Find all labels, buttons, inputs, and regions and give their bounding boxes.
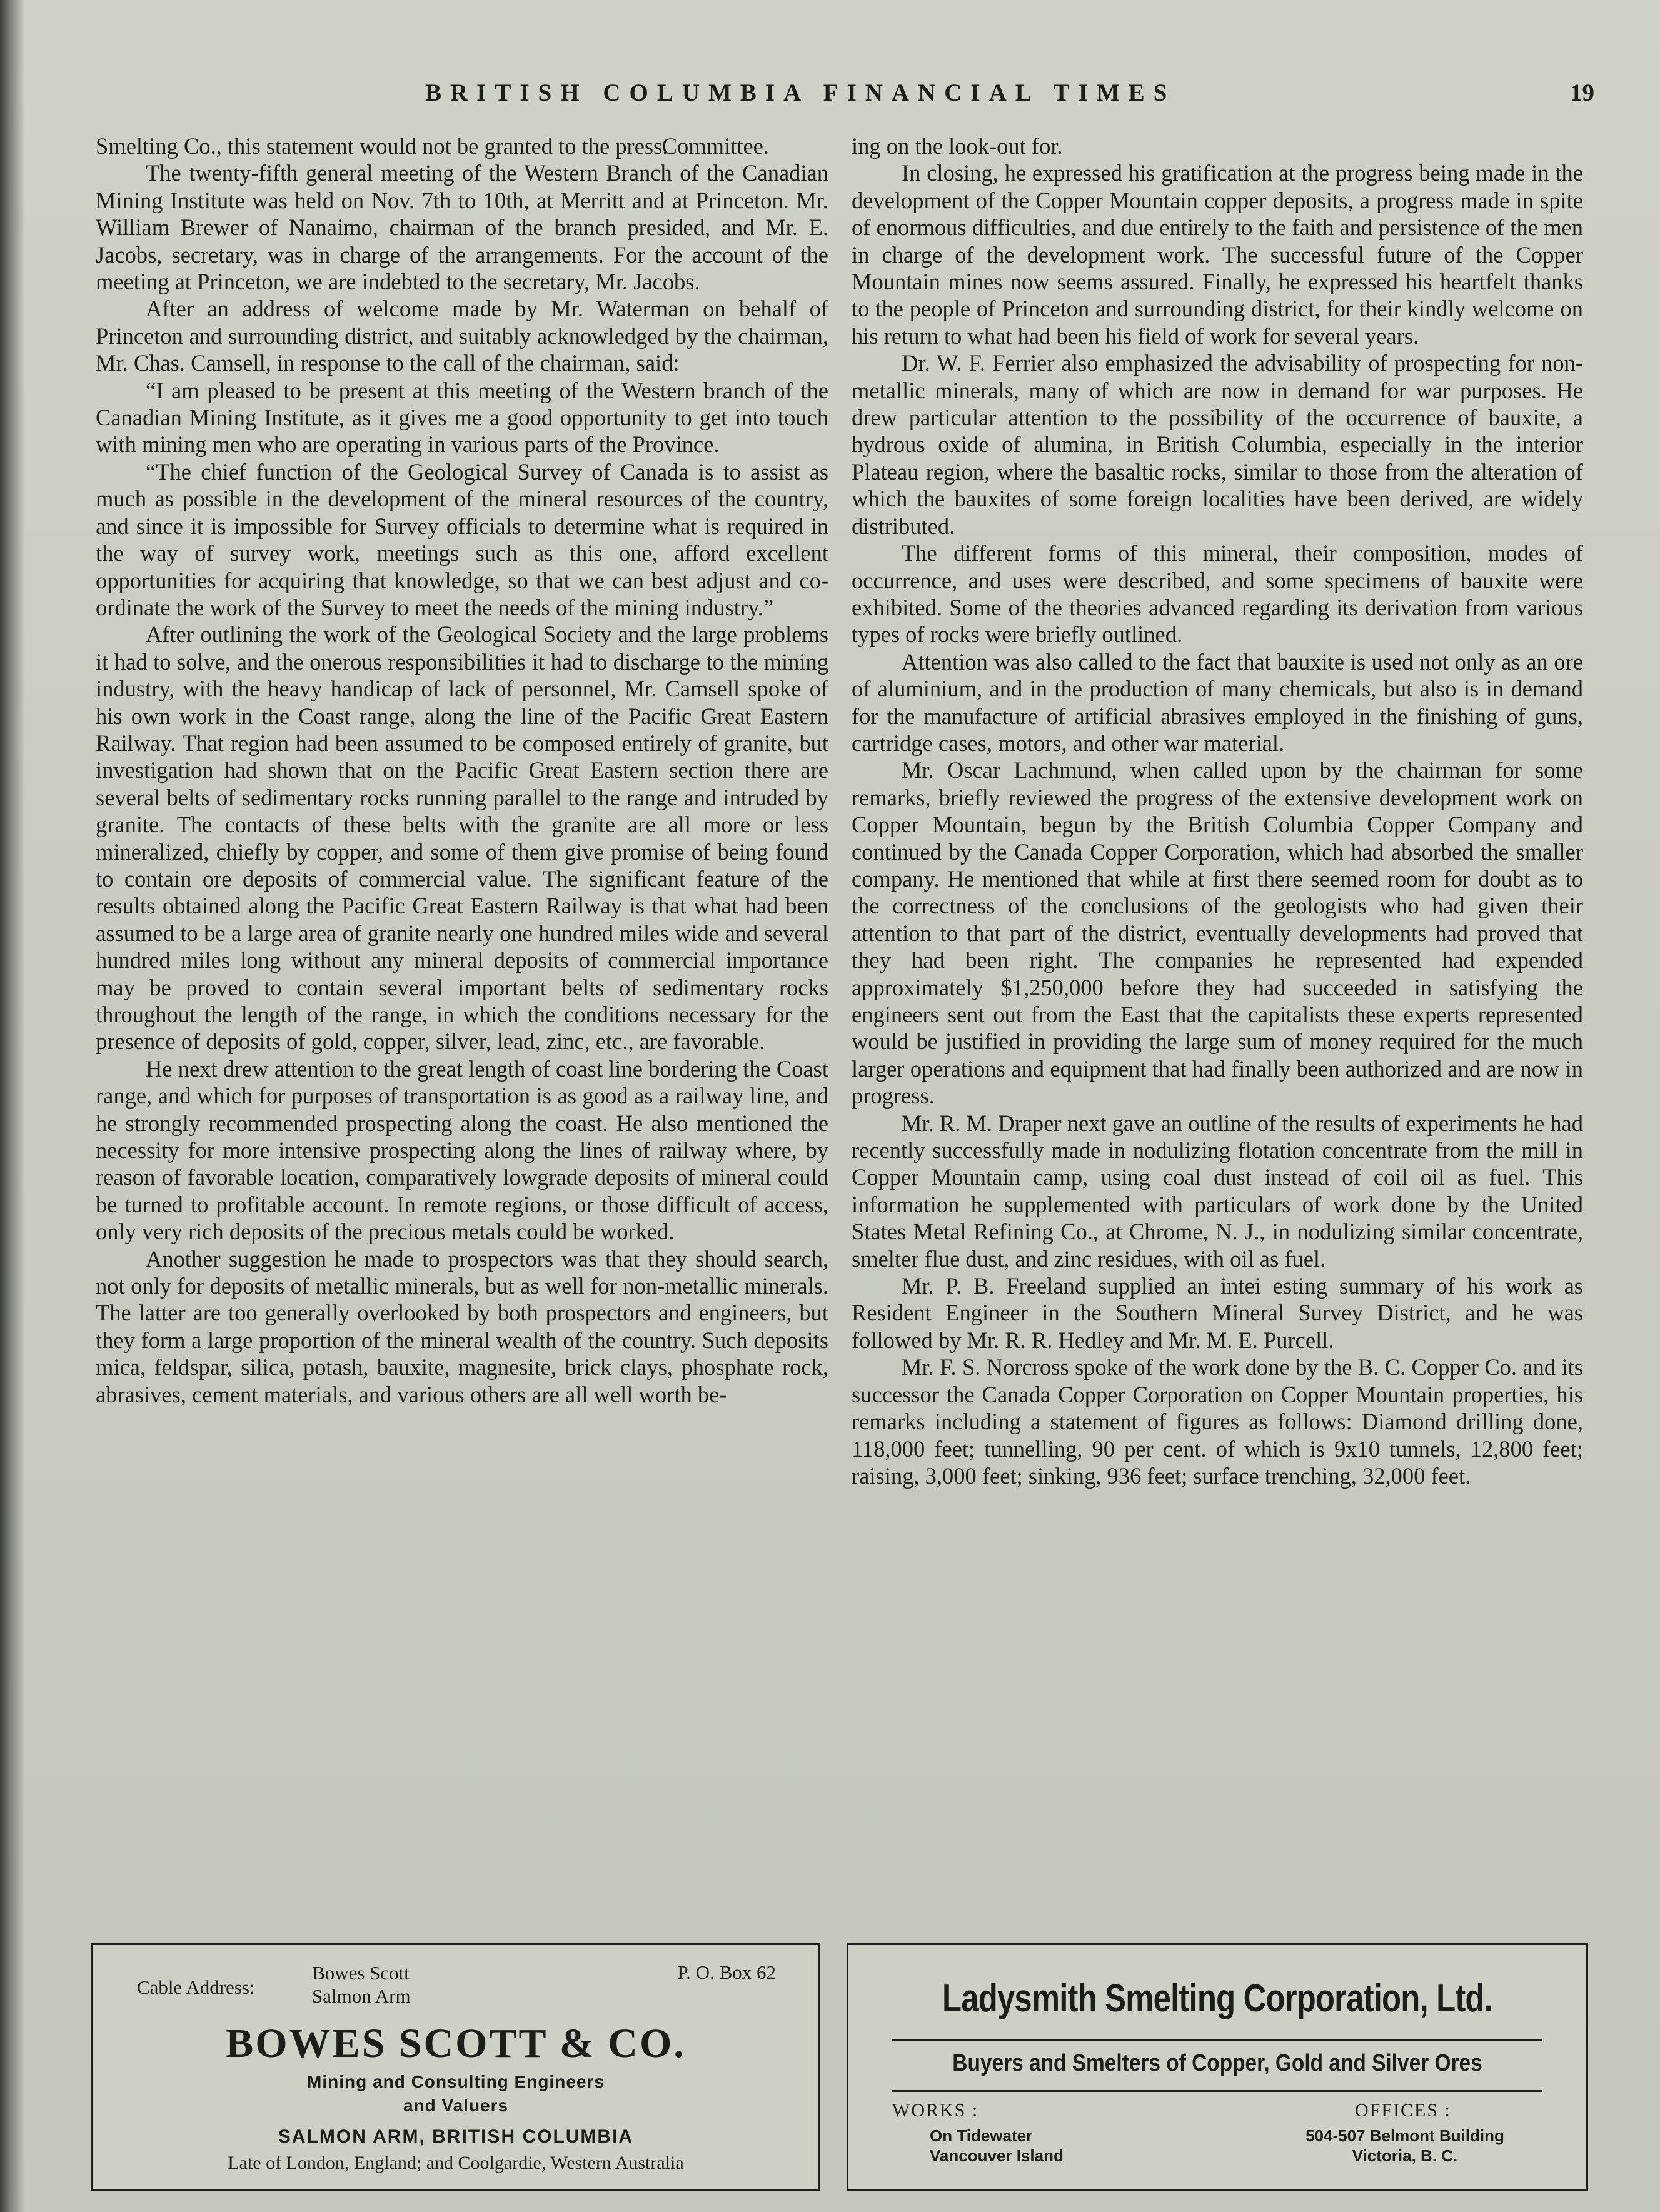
po-box: P. O. Box 62 xyxy=(677,1961,776,1983)
paragraph: The different forms of this mineral, their composition, modes of occurrence, and uses were described, and some specimens of bauxite were exhibited. Some of the theories advanced regarding its derivation from various types of rocks were briefly outlined. xyxy=(852,540,1583,648)
left-column xyxy=(96,133,828,1408)
page-number: 19 xyxy=(1570,79,1594,106)
works-label: WORKS : xyxy=(892,2100,979,2121)
offices-label: OFFICES : xyxy=(1355,2100,1451,2121)
cable-address-line: Bowes Scott xyxy=(312,1962,410,1984)
cable-address-line: Salmon Arm xyxy=(312,1985,411,2007)
right-column xyxy=(852,133,1583,1489)
offices-line: 504-507 Belmont Building xyxy=(1305,2126,1504,2145)
page-header xyxy=(94,74,1594,118)
paragraph: The twenty-fifth general meeting of the Western Branch of the Canadian Mining Institute was held on Nov. 7th to 10th, at Merritt and at Princeton. Mr. William Brewer of Nanaimo, chairman of the branch presided, and Mr. E. Jacobs, secretary, was in charge of the arrangements. For the account of the meeting at Princeton, we are indebted to the secretary, Mr. Jacobs. xyxy=(96,160,828,295)
paragraph: Smelting Co., this statement would not be granted to the press. xyxy=(96,133,668,159)
paragraph: Mr. Oscar Lachmund, when called upon by the chairman for some remarks, briefly reviewed the progress of the extensive development work on Copper Mountain, begun by the British Columbia Copper Company and continued by the Canada Copper Corporation, which had absorbed the smaller company. He mentioned that while at first there seemed room for doubt as to the correctness of the conclusions of the geologists who had given their attention to that part of the district, eventually developments had proved that they had been right. The companies he represented had expended approximately $1,250,000 before they had succeeded in satisfying the engineers sent out from the East that the capitalists these experts represented would be justified in providing the large sum of money required for the much larger operations and equipment that had finally been authorized and are now in progress. xyxy=(852,757,1583,1109)
ladysmith-advertisement xyxy=(847,1943,1588,2191)
cable-address xyxy=(312,1961,411,2008)
paragraph: He next drew attention to the great length of coast line bordering the Coast range, and which for purposes of transportation is as good as a railway line, and he strongly recommended prospecting along the coast. He also mentioned the necessity for more intensive prospecting along the lines of railway where, by reason of favorable location, comparatively lowgrade deposits of mineral could be turned to profitable account. In remote regions, or those difficult of access, only very rich deposits of the precious metals could be worked. xyxy=(96,1055,828,1245)
firm-description-line: Mining and Consulting Engineers xyxy=(307,2072,605,2091)
firm-description-line: and Valuers xyxy=(403,2096,509,2115)
signature: Committee. xyxy=(661,133,769,159)
paragraph: “I am pleased to be present at this meeting of the Western branch of the Canadian Mining Institute, as it gives me a good opportunity to get into touch with mining men who are operating in various parts of the Province. xyxy=(96,377,828,458)
paragraph: After an address of welcome made by Mr. Waterman on behalf of Princeton and surrounding district, and suitably acknowledged by the chairman, Mr. Chas. Camsell, in response to the call of the chairman, said: xyxy=(96,296,828,376)
divider xyxy=(892,2090,1542,2092)
paragraph: Mr. P. B. Freeland supplied an intei esting summary of his work as Resident Engineer in the Southern Mineral Survey District, and he was followed by Mr. R. R. Hedley and Mr. M. E. Purcell. xyxy=(852,1273,1583,1353)
corporation-subtitle: Buyers and Smelters of Copper, Gold and Silver Ores xyxy=(952,2050,1482,2076)
cable-address-label: Cable Address: xyxy=(137,1976,255,1998)
corporation-name: Ladysmith Smelting Corporation, Ltd. xyxy=(942,1977,1492,2020)
paragraph: Attention was also called to the fact that bauxite is used not only as an ore of aluminium, and in the production of many chemicals, but also is in demand for the manufacture of artificial abrasives employed in the finishing of guns, cartridge cases, motors, and other war material. xyxy=(852,648,1583,756)
works-line: Vancouver Island xyxy=(930,2146,1064,2165)
publication-title: BRITISH COLUMBIA FINANCIAL TIMES xyxy=(425,79,1176,106)
works-line: On Tidewater xyxy=(930,2126,1033,2145)
firm-history: Late of London, England; and Coolgardie, Western Australia xyxy=(228,2153,684,2173)
paragraph: Another suggestion he made to prospectors was that they should search, not only for deposits of metallic minerals, but as well for non-metallic minerals. The latter are too generally overlooked by both prospectors and engineers, but they form a large proportion of the mineral wealth of the country. Such deposits mica, feldspar, silica, potash, bauxite, magnesite, brick clays, phosphate rock, abrasives, cement materials, and various others are all well worth be- xyxy=(96,1245,828,1407)
divider xyxy=(892,2039,1542,2041)
bowes-scott-advertisement xyxy=(91,1943,820,2191)
paragraph: In closing, he expressed his gratification at the progress being made in the development of the Copper Mountain copper deposits, a progress made in spite of enormous difficulties, and due entirely to the faith and persistence of the men in charge of the development work. The successful future of the Copper Mountain mines now seems assured. Finally, he expressed his heartfelt thanks to the people of Princeton and surrounding district, for their kindly welcome on his return to what had been his field of work for several years. xyxy=(852,160,1583,349)
firm-description xyxy=(93,2070,818,2118)
offices-line: Victoria, B. C. xyxy=(1352,2146,1458,2165)
paragraph: “The chief function of the Geological Survey of Canada is to assist as much as possible in the development of the mineral resources of the country, and since it is impossible for Survey officials to determine what is required in the way of survey work, meetings such as this one, afford excellent opportunities for acquiring that knowledge, so that we can best adjust and co-ordinate the work of the Survey to meet the needs of the mining industry.” xyxy=(96,458,828,620)
paragraph: Mr. F. S. Norcross spoke of the work done by the B. C. Copper Co. and its successor the Canada Copper Corporation on Copper Mountain properties, his remarks including a statement of figures as follows: Diamond drilling done, 118,000 feet; tunnelling, 90 per cent. of which is 9x10 tunnels, 12,800 feet; raising, 3,000 feet; sinking, 936 feet; surface trenching, 32,000 feet. xyxy=(852,1354,1583,1489)
paragraph: Mr. R. M. Draper next gave an outline of the results of experiments he had recently successfully made in nodulizing flotation concentrate from the mill in Copper Mountain camp, using coal dust instead of coil oil as fuel. This information he supplemented with particulars of work done by the United States Metal Refining Co., at Chrome, N. J., in nodulizing similar concentrate, smelter flue dust, and zinc residues, with oil as fuel. xyxy=(852,1110,1583,1272)
page-gutter-shadow xyxy=(0,0,25,2212)
paragraph: Dr. W. F. Ferrier also emphasized the advisability of prospecting for non-metallic minerals, many of which are now in demand for war purposes. He drew particular attention to the possibility of the occurrence of bauxite, a hydrous oxide of alumina, in British Columbia, especially in the interior Plateau region, where the basaltic rocks, similar to those from the alteration of which the bauxites of some foreign localities have been derived, are widely distributed. xyxy=(852,350,1583,539)
firm-name: BOWES SCOTT & CO. xyxy=(226,2021,686,2066)
paragraph: After outlining the work of the Geological Society and the large problems it had to solve, and the onerous responsibilities it had to discharge to the mining industry, with the heavy handicap of lack of personnel, Mr. Camsell spoke of his own work in the Coast range, along the line of the Pacific Great Eastern Railway. That region had been assumed to be composed entirely of granite, but investigation had shown that on the Pacific Great Eastern section there are several belts of sedimentary rocks running parallel to the range and intruded by granite. The contacts of these belts with the granite are all more or less mineralized, chiefly by copper, and some of them give promise of being found to contain ore deposits of commercial value. The significant feature of the results obtained along the Pacific Great Eastern Railway is that what had been assumed to be a large area of granite nearly one hundred miles wide and several hundred miles long without any mineral deposits of commercial importance may be proved to contain several important belts of sedimentary rocks throughout the length of the range, in which the conditions necessary for the presence of deposits of gold, copper, silver, lead, zinc, etc., are favorable. xyxy=(96,621,828,1055)
firm-location: SALMON ARM, BRITISH COLUMBIA xyxy=(278,2126,634,2147)
paragraph: ing on the look-out for. xyxy=(852,133,1063,159)
